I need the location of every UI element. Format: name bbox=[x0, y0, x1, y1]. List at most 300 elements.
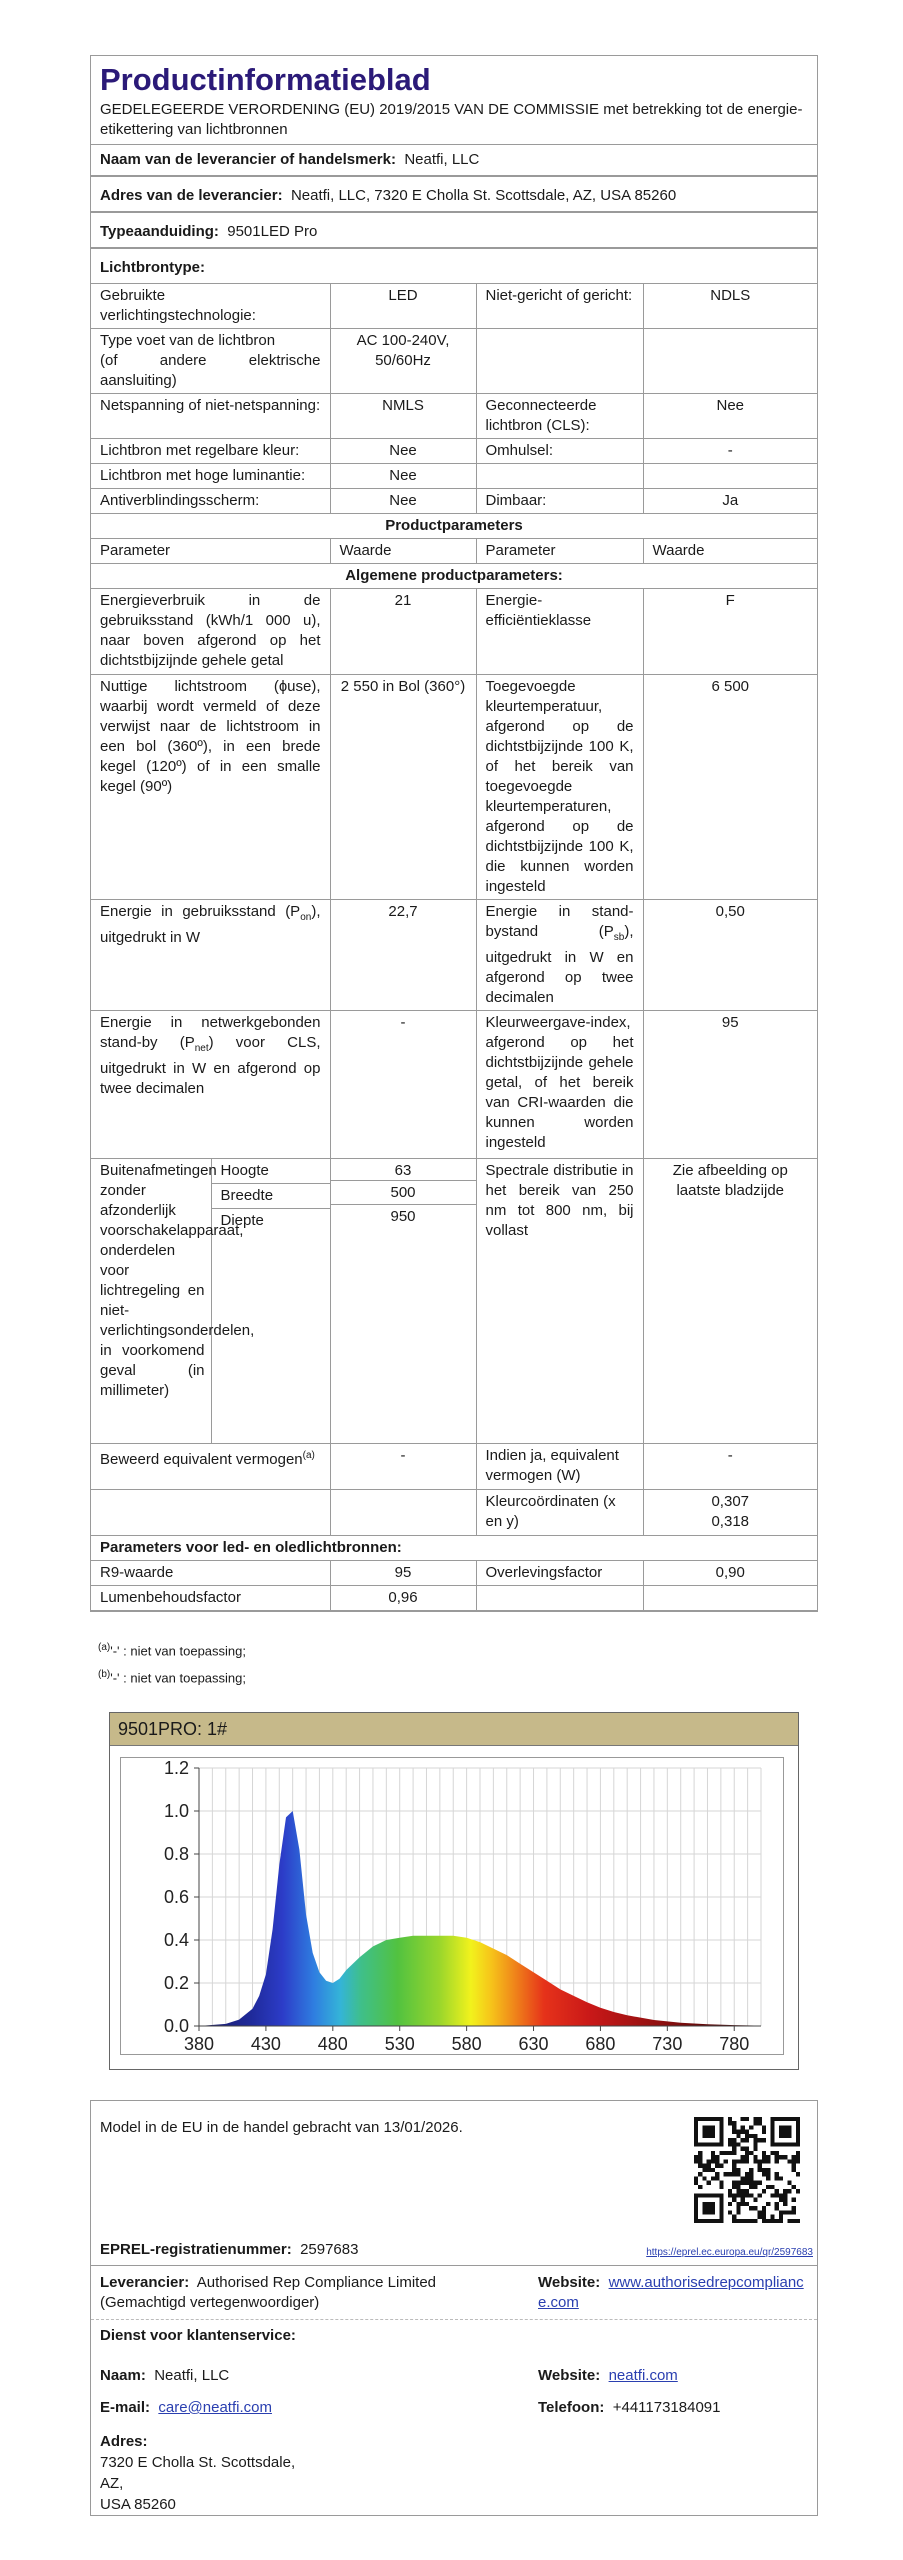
label-text: ), uitgedrukt in W en afgerond op twee decimalen bbox=[485, 923, 634, 1006]
qr-module bbox=[766, 2185, 770, 2189]
qr-module bbox=[796, 2219, 800, 2223]
dimension-value: 63 bbox=[331, 1159, 476, 1181]
qr-module bbox=[715, 2176, 719, 2180]
service-phone-row bbox=[538, 2399, 721, 2416]
cell-value: F bbox=[643, 589, 817, 675]
y-tick-label: 1.0 bbox=[163, 1801, 189, 1821]
x-tick-label: 530 bbox=[384, 2034, 415, 2054]
phone-label: Telefoon: bbox=[538, 2399, 605, 2416]
cell-label: Lichtbron met regelbare kleur: bbox=[91, 439, 330, 464]
cell-label: Type voet van de lichtbron (of andere elektrische aansluiting) bbox=[91, 329, 330, 394]
footnote-marker: (a) bbox=[98, 1642, 111, 1653]
qr-module bbox=[762, 2130, 766, 2134]
qr-module bbox=[775, 2189, 779, 2193]
cell-value: - bbox=[643, 1444, 817, 1490]
cell-label bbox=[91, 1444, 330, 1490]
y-tick-label: 1.2 bbox=[163, 1758, 189, 1778]
qr-module bbox=[770, 2185, 774, 2189]
qr-module bbox=[753, 2121, 757, 2125]
service-address bbox=[100, 2431, 295, 2515]
qr-module bbox=[728, 2138, 732, 2142]
qr-module bbox=[766, 2159, 770, 2163]
footnote bbox=[98, 1663, 246, 1690]
qr-module bbox=[715, 2159, 719, 2163]
address-line: 7320 E Cholla St. Scottsdale, bbox=[100, 2454, 296, 2471]
qr-module bbox=[745, 2202, 749, 2206]
qr-module bbox=[732, 2164, 736, 2168]
table-row bbox=[91, 489, 817, 514]
qr-module bbox=[745, 2155, 749, 2159]
qr-module bbox=[736, 2189, 740, 2193]
qr-module bbox=[779, 2198, 783, 2202]
cell-label: Geconnecteerde lichtbron (CLS): bbox=[476, 394, 643, 439]
qr-module bbox=[745, 2176, 749, 2180]
qr-module bbox=[758, 2181, 762, 2185]
qr-module bbox=[719, 2181, 723, 2185]
qr-module bbox=[753, 2138, 757, 2142]
qr-module bbox=[749, 2185, 753, 2189]
qr-module bbox=[749, 2168, 753, 2172]
service-website-row bbox=[538, 2367, 678, 2384]
qr-module bbox=[698, 2185, 702, 2189]
table-row bbox=[91, 1159, 817, 1444]
qr-module bbox=[779, 2219, 783, 2223]
x-tick-label: 630 bbox=[518, 2034, 549, 2054]
qr-module bbox=[741, 2219, 745, 2223]
cell-value: 95 bbox=[330, 1561, 476, 1586]
footnote bbox=[98, 1636, 246, 1663]
cell-label: Niet-gericht of gericht: bbox=[476, 284, 643, 329]
qr-module bbox=[741, 2147, 745, 2151]
cell-label: Antiverblindingsscherm: bbox=[91, 489, 330, 514]
spectrum-chart bbox=[121, 1758, 783, 2054]
product-params-heading: Productparameters bbox=[91, 514, 817, 539]
cell-value: Zie afbeelding op laatste bladzijde bbox=[643, 1159, 817, 1444]
cell-value: 95 bbox=[643, 1011, 817, 1159]
qr-module bbox=[719, 2164, 723, 2168]
qr-module bbox=[698, 2172, 702, 2176]
type-table bbox=[91, 284, 817, 1611]
dimension-key: Hoogte bbox=[211, 1159, 330, 1184]
cell-label: Lumenbehoudsfactor bbox=[91, 1586, 330, 1611]
cell-label: Spectrale distributie in het bereik van 250 nm tot 800 nm, bij vollast bbox=[476, 1159, 643, 1444]
label-sup: (a) bbox=[302, 1450, 315, 1461]
cell-value: Nee bbox=[330, 464, 476, 489]
qr-module bbox=[698, 2159, 702, 2163]
y-tick-label: 0.4 bbox=[163, 1930, 189, 1950]
qr-module bbox=[775, 2159, 779, 2163]
qr-module bbox=[732, 2147, 736, 2151]
x-tick-label: 680 bbox=[585, 2034, 616, 2054]
qr-module bbox=[787, 2189, 791, 2193]
qr-module bbox=[779, 2176, 783, 2180]
qr-module bbox=[749, 2172, 753, 2176]
column-header: Parameter bbox=[91, 539, 330, 564]
qr-module bbox=[732, 2125, 736, 2129]
rep-website-link[interactable]: www.authorisedrepcompliance.com bbox=[538, 2274, 804, 2311]
qr-module bbox=[792, 2164, 796, 2168]
qr-module bbox=[762, 2151, 766, 2155]
qr-module bbox=[783, 2155, 787, 2159]
cell-value: - bbox=[330, 1444, 476, 1490]
qr-module bbox=[792, 2168, 796, 2172]
cell-value: AC 100-240V, 50/60Hz bbox=[330, 329, 476, 394]
cell-label bbox=[91, 900, 330, 1011]
table-header-row bbox=[91, 539, 817, 564]
led-params-heading: Parameters voor led- en oledlichtbronnen: bbox=[91, 1536, 817, 1561]
website-link[interactable]: neatfi.com bbox=[608, 2367, 678, 2384]
footnote-marker: (b) bbox=[98, 1669, 111, 1681]
name-value: Neatfi, LLC bbox=[154, 2367, 230, 2384]
qr-module bbox=[745, 2189, 749, 2193]
qr-module bbox=[753, 2206, 757, 2210]
dimension-values bbox=[330, 1159, 476, 1444]
qr-module bbox=[753, 2159, 757, 2163]
x-tick-label: 430 bbox=[250, 2034, 281, 2054]
y-tick-label: 0.6 bbox=[163, 1887, 189, 1907]
qr-module bbox=[732, 2185, 736, 2189]
qr-module bbox=[758, 2215, 762, 2219]
address-line: AZ, bbox=[100, 2475, 124, 2492]
qr-module bbox=[719, 2185, 723, 2189]
qr-module bbox=[728, 2151, 732, 2155]
qr-module bbox=[749, 2125, 753, 2129]
qr-module bbox=[792, 2159, 796, 2163]
qr-module bbox=[783, 2189, 787, 2193]
qr-module bbox=[702, 2125, 715, 2138]
label-text: ) voor CLS, uitgedrukt in W en afgerond op twee decimalen bbox=[100, 1034, 321, 1097]
qr-module bbox=[711, 2151, 715, 2155]
cell-value bbox=[643, 1490, 817, 1536]
rep-website-row bbox=[538, 2273, 813, 2313]
qr-module bbox=[762, 2168, 766, 2172]
cell-label bbox=[476, 329, 643, 394]
qr-module bbox=[753, 2198, 757, 2202]
email-label: E-mail: bbox=[100, 2399, 151, 2416]
cell-value: - bbox=[643, 439, 817, 464]
cell-value bbox=[643, 464, 817, 489]
qr-module bbox=[758, 2193, 762, 2197]
qr-module bbox=[728, 2121, 732, 2125]
model-label: Typeaanduiding: bbox=[100, 223, 219, 240]
qr-module bbox=[758, 2210, 762, 2214]
qr-module bbox=[758, 2121, 762, 2125]
qr-module bbox=[741, 2125, 745, 2129]
qr-module bbox=[762, 2155, 766, 2159]
qr-module bbox=[736, 2181, 740, 2185]
model-value: 9501LED Pro bbox=[227, 223, 318, 240]
qr-module bbox=[745, 2134, 749, 2138]
label-sub: net bbox=[194, 1043, 209, 1054]
label-text: Beweerd equivalent vermogen bbox=[100, 1451, 303, 1468]
qr-module bbox=[762, 2125, 766, 2129]
qr-module bbox=[753, 2147, 757, 2151]
qr-module bbox=[775, 2202, 779, 2206]
cell-empty bbox=[330, 1490, 476, 1536]
qr-module bbox=[745, 2130, 749, 2134]
qr-module bbox=[736, 2168, 740, 2172]
table-row bbox=[91, 589, 817, 675]
cell-label: Overlevingsfactor bbox=[476, 1561, 643, 1586]
general-params-heading: Algemene productparameters: bbox=[91, 564, 817, 589]
cell-empty bbox=[91, 1490, 330, 1536]
qr-module bbox=[783, 2198, 787, 2202]
qr-module bbox=[766, 2176, 770, 2180]
qr-module bbox=[758, 2138, 762, 2142]
qr-module bbox=[745, 2193, 749, 2197]
qr-module bbox=[775, 2193, 779, 2197]
qr-module bbox=[783, 2210, 787, 2214]
qr-module bbox=[749, 2181, 753, 2185]
qr-module bbox=[707, 2164, 711, 2168]
dimension-value: 500 bbox=[331, 1181, 476, 1205]
qr-module bbox=[741, 2181, 745, 2185]
qr-module bbox=[775, 2206, 779, 2210]
cell-label: Gebruikte verlichtingstechnologie: bbox=[91, 284, 330, 329]
qr-module bbox=[753, 2155, 757, 2159]
cell-value: 22,7 bbox=[330, 900, 476, 1011]
qr-module bbox=[762, 2172, 766, 2176]
rep-website-label: Website: bbox=[538, 2274, 601, 2291]
lightsource-type-row bbox=[91, 253, 817, 284]
qr-code-icon[interactable] bbox=[694, 2117, 800, 2223]
chroma-x: 0,307 bbox=[711, 1493, 750, 1510]
qr-module bbox=[694, 2176, 698, 2180]
qr-module bbox=[698, 2155, 702, 2159]
qr-module bbox=[741, 2193, 745, 2197]
qr-module bbox=[736, 2202, 740, 2206]
qr-module bbox=[775, 2172, 779, 2176]
qr-module bbox=[728, 2117, 732, 2121]
qr-module bbox=[728, 2193, 732, 2197]
qr-module bbox=[732, 2193, 736, 2197]
cell-label bbox=[476, 900, 643, 1011]
qr-module bbox=[745, 2159, 749, 2163]
qr-module bbox=[732, 2138, 736, 2142]
eprel-link[interactable]: https://eprel.ec.europa.eu/qr/2597683 bbox=[646, 2247, 813, 2258]
cell-value: Nee bbox=[643, 394, 817, 439]
label-text: Energie in netwerkgebonden stand-by (P bbox=[100, 1014, 321, 1051]
phone-value: +441173184091 bbox=[612, 2399, 721, 2416]
table-row bbox=[91, 284, 817, 329]
table-row bbox=[91, 439, 817, 464]
address-label: Adres van de leverancier: bbox=[100, 187, 283, 204]
qr-module bbox=[724, 2151, 728, 2155]
qr-module bbox=[783, 2193, 787, 2197]
qr-module bbox=[732, 2121, 736, 2125]
qr-module bbox=[707, 2159, 711, 2163]
table-row bbox=[91, 464, 817, 489]
spectrum-title: 9501PRO: 1# bbox=[110, 1713, 798, 1746]
table-row bbox=[91, 675, 817, 900]
rep-row bbox=[100, 2273, 520, 2313]
qr-module bbox=[732, 2168, 736, 2172]
cell-label: Indien ja, equivalent vermogen (W) bbox=[476, 1444, 643, 1490]
qr-module bbox=[736, 2210, 740, 2214]
table-row bbox=[91, 1011, 817, 1159]
qr-module bbox=[775, 2176, 779, 2180]
qr-module bbox=[758, 2168, 762, 2172]
qr-module bbox=[719, 2151, 723, 2155]
qr-module bbox=[741, 2159, 745, 2163]
qr-module bbox=[787, 2181, 791, 2185]
qr-module bbox=[792, 2198, 796, 2202]
y-tick-label: 0.8 bbox=[163, 1844, 189, 1864]
cell-value: Nee bbox=[330, 439, 476, 464]
footnote-text: '-' : niet van toepassing; bbox=[110, 1670, 246, 1686]
cell-label: R9-waarde bbox=[91, 1561, 330, 1586]
qr-module bbox=[753, 2142, 757, 2146]
email-link[interactable]: care@neatfi.com bbox=[158, 2399, 272, 2416]
rep-label: Leverancier: bbox=[100, 2274, 190, 2291]
cell-label: Omhulsel: bbox=[476, 439, 643, 464]
qr-module bbox=[736, 2219, 740, 2223]
header-section bbox=[91, 56, 817, 145]
qr-module bbox=[753, 2219, 757, 2223]
qr-module bbox=[770, 2215, 774, 2219]
qr-module bbox=[762, 2210, 766, 2214]
qr-module bbox=[787, 2210, 791, 2214]
supplier-row bbox=[91, 145, 817, 177]
cell-value: NMLS bbox=[330, 394, 476, 439]
qr-module bbox=[702, 2202, 715, 2215]
qr-module bbox=[796, 2151, 800, 2155]
cell-value: 2 550 in Bol (360°) bbox=[330, 675, 476, 900]
eprel-footer bbox=[90, 2100, 818, 2516]
qr-module bbox=[741, 2138, 745, 2142]
qr-module bbox=[732, 2181, 736, 2185]
qr-module bbox=[698, 2151, 702, 2155]
cell-value: - bbox=[330, 1011, 476, 1159]
qr-module bbox=[732, 2142, 736, 2146]
qr-module bbox=[796, 2172, 800, 2176]
qr-module bbox=[766, 2172, 770, 2176]
cell-label: Energie-efficiëntieklasse bbox=[476, 589, 643, 675]
x-tick-label: 580 bbox=[451, 2034, 482, 2054]
qr-module bbox=[779, 2210, 783, 2214]
qr-module bbox=[779, 2125, 792, 2138]
dimensions-label: Buitenafmetingen zonder afzonderlijk voorschakelapparaat, onderdelen voor lichtregeling en niet-verlichtingsonderdelen, in voorkomend geval (in millimeter) bbox=[91, 1159, 211, 1443]
qr-module bbox=[736, 2134, 740, 2138]
qr-module bbox=[694, 2155, 698, 2159]
column-header: Waarde bbox=[643, 539, 817, 564]
cell-value bbox=[643, 1586, 817, 1611]
qr-module bbox=[783, 2202, 787, 2206]
cell-label: Nuttige lichtstroom (ɸuse), waarbij wordt vermeld of deze verwijst naar de lichtstroom in een bol (360º), in een brede kegel (120º) of in een smalle kegel (90º) bbox=[91, 675, 330, 900]
footnote-text: '-' : niet van toepassing; bbox=[110, 1643, 246, 1659]
label-sub: sb bbox=[613, 932, 625, 943]
qr-module bbox=[745, 2117, 749, 2121]
qr-module bbox=[745, 2151, 749, 2155]
qr-module bbox=[728, 2202, 732, 2206]
x-tick-label: 480 bbox=[317, 2034, 348, 2054]
qr-module bbox=[758, 2164, 762, 2168]
qr-module bbox=[796, 2189, 800, 2193]
qr-module bbox=[741, 2130, 745, 2134]
cell-label bbox=[91, 1011, 330, 1159]
supplier-value: Neatfi, LLC bbox=[404, 151, 480, 168]
qr-module bbox=[741, 2198, 745, 2202]
website-label: Website: bbox=[538, 2367, 601, 2384]
cell-label: Kleurweergave-index, afgerond op het dichtstbijzijnde gehele getal, of het bereik van CRI-waarden die kunnen worden ingesteld bbox=[476, 1011, 643, 1159]
qr-module bbox=[779, 2193, 783, 2197]
address-line: USA 85260 bbox=[100, 2496, 176, 2513]
qr-module bbox=[702, 2176, 706, 2180]
qr-module bbox=[770, 2151, 774, 2155]
cell-label bbox=[476, 464, 643, 489]
cell-value: 0,90 bbox=[643, 1561, 817, 1586]
qr-module bbox=[741, 2117, 745, 2121]
spectrum-chart-panel bbox=[109, 1712, 799, 2070]
cell-label: Netspanning of niet-netspanning: bbox=[91, 394, 330, 439]
qr-module bbox=[749, 2176, 753, 2180]
qr-module bbox=[770, 2193, 774, 2197]
table-row bbox=[91, 1490, 817, 1536]
qr-module bbox=[736, 2142, 740, 2146]
qr-module bbox=[732, 2198, 736, 2202]
cell-value: 0,96 bbox=[330, 1586, 476, 1611]
qr-module bbox=[792, 2155, 796, 2159]
qr-module bbox=[707, 2168, 711, 2172]
service-title: Dienst voor klantenservice: bbox=[100, 2327, 296, 2344]
service-name-row bbox=[100, 2367, 229, 2384]
footnotes bbox=[98, 1636, 246, 1691]
qr-module bbox=[779, 2215, 783, 2219]
qr-module bbox=[728, 2172, 732, 2176]
lightsource-type-label: Lichtbrontype: bbox=[100, 259, 205, 276]
qr-module bbox=[758, 2117, 762, 2121]
cell-value: Nee bbox=[330, 489, 476, 514]
cell-value: 6 500 bbox=[643, 675, 817, 900]
dimensions-cell bbox=[91, 1159, 330, 1444]
qr-module bbox=[745, 2147, 749, 2151]
qr-module bbox=[753, 2185, 757, 2189]
address-value: Neatfi, LLC, 7320 E Cholla St. Scottsdale, AZ, USA 85260 bbox=[290, 187, 677, 204]
qr-module bbox=[736, 2193, 740, 2197]
y-tick-label: 0.0 bbox=[163, 2016, 189, 2036]
qr-module bbox=[766, 2202, 770, 2206]
qr-module bbox=[762, 2206, 766, 2210]
cell-label: Toegevoegde kleurtemperatuur, afgerond op de dichtstbijzijnde 100 K, of het bereik van toegevoegde kleurtemperaturen, afgerond op de dichtstbijzijnde 100 K, die kunnen worden ingesteld bbox=[476, 675, 643, 900]
cell-label: Dimbaar: bbox=[476, 489, 643, 514]
address-label: Adres: bbox=[100, 2433, 148, 2450]
qr-module bbox=[745, 2138, 749, 2142]
label-text: Energie in stand-bystand (P bbox=[485, 903, 634, 940]
rep-value: Authorised Rep Compliance Limited (Gemachtigd vertegenwoordiger) bbox=[100, 2274, 437, 2311]
table-row bbox=[91, 564, 817, 589]
qr-module bbox=[711, 2176, 715, 2180]
qr-module bbox=[749, 2134, 753, 2138]
cell-label: Energieverbruik in de gebruiksstand (kWh/1 000 u), naar boven afgerond op het dichtstbijzijnde gehele getal bbox=[91, 589, 330, 675]
x-tick-label: 780 bbox=[719, 2034, 750, 2054]
qr-module bbox=[745, 2219, 749, 2223]
address-row bbox=[91, 181, 817, 213]
qr-module bbox=[753, 2181, 757, 2185]
qr-module bbox=[753, 2117, 757, 2121]
qr-module bbox=[694, 2181, 698, 2185]
divider bbox=[91, 2319, 817, 2320]
qr-module bbox=[736, 2130, 740, 2134]
qr-module bbox=[762, 2215, 766, 2219]
table-row bbox=[91, 394, 817, 439]
y-tick-label: 0.2 bbox=[163, 1973, 189, 1993]
qr-module bbox=[792, 2219, 796, 2223]
table-row bbox=[91, 329, 817, 394]
table-row bbox=[91, 1561, 817, 1586]
qr-module bbox=[728, 2189, 732, 2193]
qr-module bbox=[724, 2172, 728, 2176]
cell-value: NDLS bbox=[643, 284, 817, 329]
